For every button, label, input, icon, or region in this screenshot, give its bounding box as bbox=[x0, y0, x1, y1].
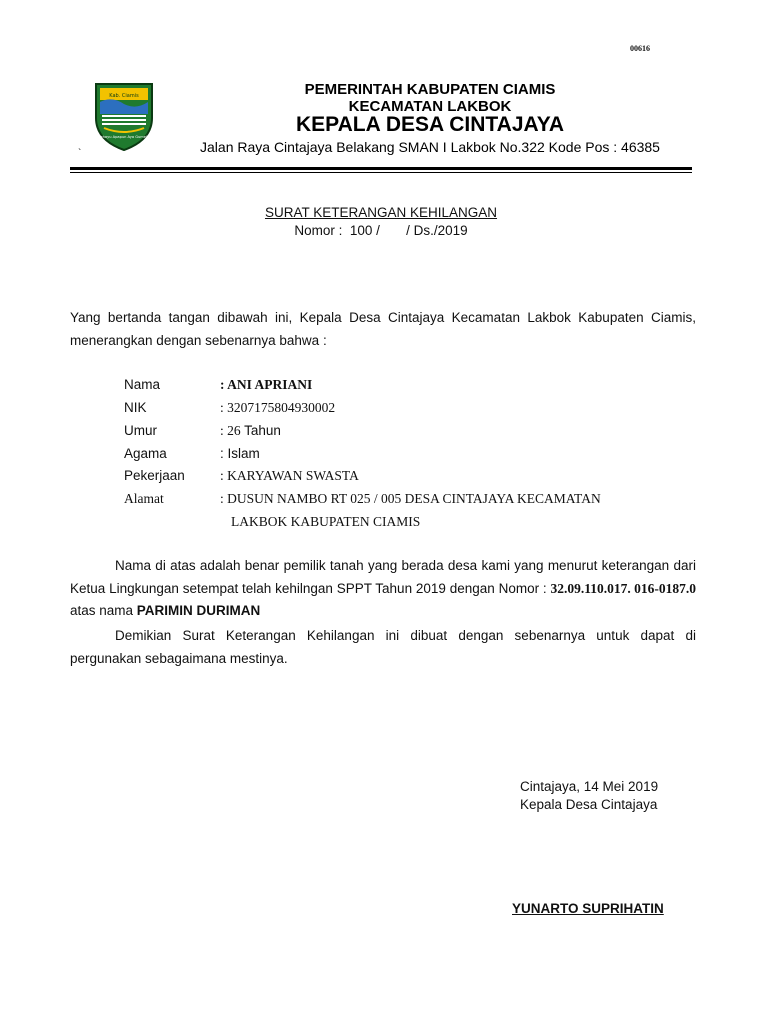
umur-number: : 26 bbox=[220, 423, 241, 438]
agama-label: Agama bbox=[124, 446, 167, 461]
ownership-connector: atas nama bbox=[70, 603, 137, 618]
agama-value: : Islam bbox=[220, 446, 260, 461]
alamat-value-line1: : DUSUN NAMBO RT 025 / 005 DESA CINTAJAYA KECAMATAN bbox=[220, 491, 601, 506]
logo-bottom-text: Mahayu Apapun Aya Gumelar bbox=[97, 135, 151, 139]
closing-paragraph bbox=[70, 625, 696, 670]
nama-value: : ANI APRIANI bbox=[220, 377, 313, 392]
header-village-head: KEPALA DESA CINTAJAYA bbox=[296, 113, 564, 136]
header-address: Jalan Raya Cintajaya Belakang SMAN I Lakbok No.322 Kode Pos : 46385 bbox=[200, 139, 660, 155]
logo-top-text: Kab. Ciamis bbox=[109, 93, 139, 99]
alamat-label: Alamat bbox=[124, 491, 164, 506]
ownership-text: Nama di atas adalah benar pemilik tanah yang berada desa kami yang menurut keterangan dari Ketua Lingkungan setempat telah kehilngan SPPT Tahun 2019 dengan Nomor : bbox=[70, 558, 696, 596]
letter-number: Nomor : 100 / / Ds./2019 bbox=[294, 223, 468, 238]
nik-label: NIK bbox=[124, 400, 147, 415]
stray-mark: ` bbox=[78, 148, 82, 159]
ownership-paragraph bbox=[70, 555, 696, 623]
nama-label: Nama bbox=[124, 377, 161, 392]
pekerjaan-value: : KARYAWAN SWASTA bbox=[220, 468, 359, 483]
header-rule-thin bbox=[70, 172, 692, 173]
umur-label: Umur bbox=[124, 423, 157, 438]
nik-value: : 3207175804930002 bbox=[220, 400, 336, 415]
alamat-value-line2: LAKBOK KABUPATEN CIAMIS bbox=[231, 514, 421, 529]
place-date: Cintajaya, 14 Mei 2019 bbox=[520, 779, 659, 794]
closing-text: Demikian Surat Keterangan Kehilangan ini dibuat dengan sebenarnya untuk dapat di pergunakan sebagaimana mestinya. bbox=[70, 628, 696, 666]
header-rule-thick bbox=[70, 167, 692, 170]
header-district: KECAMATAN LAKBOK bbox=[348, 98, 512, 115]
intro-paragraph: Yang bertanda tangan dibawah ini, Kepala Desa Cintajaya Kecamatan Lakbok Kabupaten Ciamis, menerangkan dengan sebenarnya bahwa : bbox=[70, 310, 696, 348]
signatory-position: Kepala Desa Cintajaya bbox=[520, 797, 658, 812]
umur-unit: Tahun bbox=[240, 423, 281, 438]
document-code: 00616 bbox=[630, 44, 650, 53]
header-government: PEMERINTAH KABUPATEN CIAMIS bbox=[304, 81, 556, 98]
signatory-name: YUNARTO SUPRIHATIN bbox=[512, 901, 664, 916]
ciamis-regency-logo bbox=[88, 80, 160, 152]
letter-title: SURAT KETERANGAN KEHILANGAN bbox=[264, 205, 498, 220]
sppt-number: 32.09.110.017. 016-0187.0 bbox=[550, 580, 696, 596]
umur-value bbox=[220, 423, 281, 439]
pekerjaan-label: Pekerjaan bbox=[124, 468, 185, 483]
owner-name: PARIMIN DURIMAN bbox=[136, 603, 261, 618]
